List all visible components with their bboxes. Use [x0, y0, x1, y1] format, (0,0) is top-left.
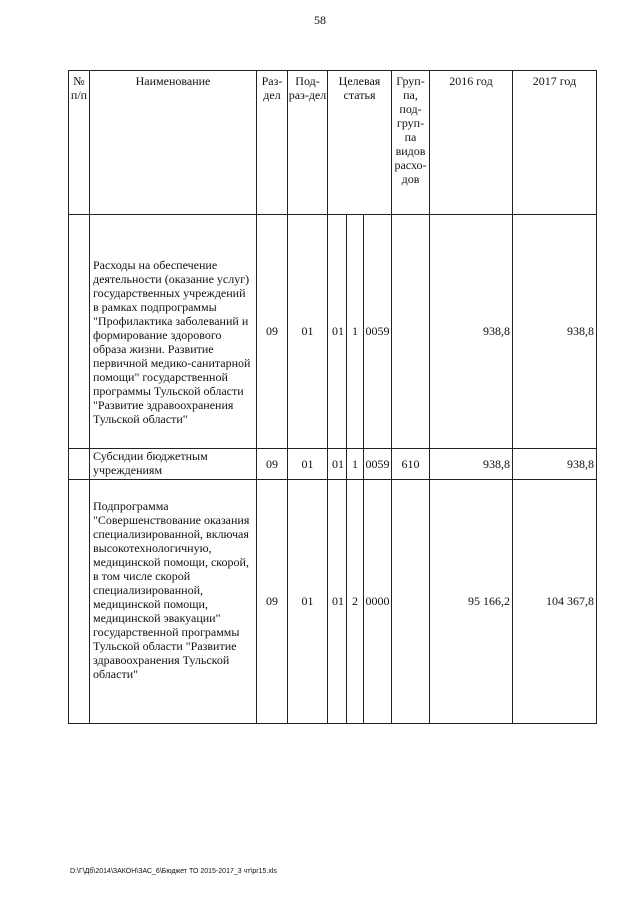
- row-target-program: 01: [328, 448, 347, 479]
- row-2016: 938,8: [430, 214, 513, 448]
- col-header-target: Целевая статья: [328, 71, 392, 214]
- row-target-program: 01: [328, 479, 347, 723]
- row-num: [69, 214, 90, 448]
- budget-table: [68, 70, 597, 724]
- row-name-text: Расходы на обеспечение деятельности (оказание услуг) государственных учреждений в рамках подпрограммы "Профилактика заболеваний и формирование здорового образа жизни. Развитие первичной медико-санитарной помощи" государственной программы Тульской области "Развитие здравоохранения Тульской области": [93, 257, 251, 426]
- row-2017: 938,8: [513, 214, 597, 448]
- col-header-subsection: Под-раз-дел: [288, 71, 328, 215]
- row-2017: 938,8: [513, 448, 597, 479]
- col-header-name: Наименование: [90, 71, 257, 215]
- page-number: 58: [314, 13, 326, 27]
- row-num: [69, 448, 90, 479]
- row-name: [90, 479, 257, 723]
- row-subsection: 01: [288, 214, 328, 448]
- row-target-program: 01: [328, 214, 347, 448]
- row-group: 610: [392, 448, 430, 479]
- col-header-group: Груп-па, под-груп-па видов расхо-дов: [392, 71, 430, 215]
- row-target-subprogram: 2: [347, 479, 364, 723]
- table-header-row: [69, 71, 597, 214]
- row-target-direction: 0059: [364, 448, 392, 479]
- row-name: [90, 214, 257, 448]
- row-target-subprogram: 1: [347, 448, 364, 479]
- row-2017: 104 367,8: [513, 479, 597, 723]
- row-2016: 95 166,2: [430, 479, 513, 723]
- row-name-text: Подпрограмма "Совершенствование оказания специализированной, включая высокотехнологичную, медицинской помощи, скорой, в том числе скорой специализированной, медицинской помощи, медицинской эвакуации" государственной программы Тульской области "Развитие здравоохранения Тульской области": [93, 498, 250, 681]
- row-target-subprogram: 1: [347, 214, 364, 448]
- row-target-direction: 0000: [364, 479, 392, 723]
- row-2016: 938,8: [430, 448, 513, 479]
- row-subsection: 01: [288, 448, 328, 479]
- col-header-num: № п/п: [69, 71, 90, 215]
- table-row: [69, 214, 597, 448]
- row-num: [69, 479, 90, 723]
- table-row: [69, 479, 597, 723]
- row-target-direction: 0059: [364, 214, 392, 448]
- row-name: Субсидии бюджетным учреждениям: [90, 448, 257, 479]
- row-section: 09: [257, 479, 288, 723]
- col-header-section: Раз-дел: [257, 71, 288, 215]
- row-section: 09: [257, 214, 288, 448]
- table-row: [69, 448, 597, 479]
- col-header-2017: 2017 год: [513, 71, 597, 215]
- file-path-footer: D:\Г\Дб\2014\ЗАКОН\ЗАС_6\Бюджет ТО 2015-2017_3 чт\pr15.xls: [70, 868, 277, 875]
- row-subsection: 01: [288, 479, 328, 723]
- row-section: 09: [257, 448, 288, 479]
- col-header-2016: 2016 год: [430, 71, 513, 215]
- row-group: [392, 214, 430, 448]
- row-group: [392, 479, 430, 723]
